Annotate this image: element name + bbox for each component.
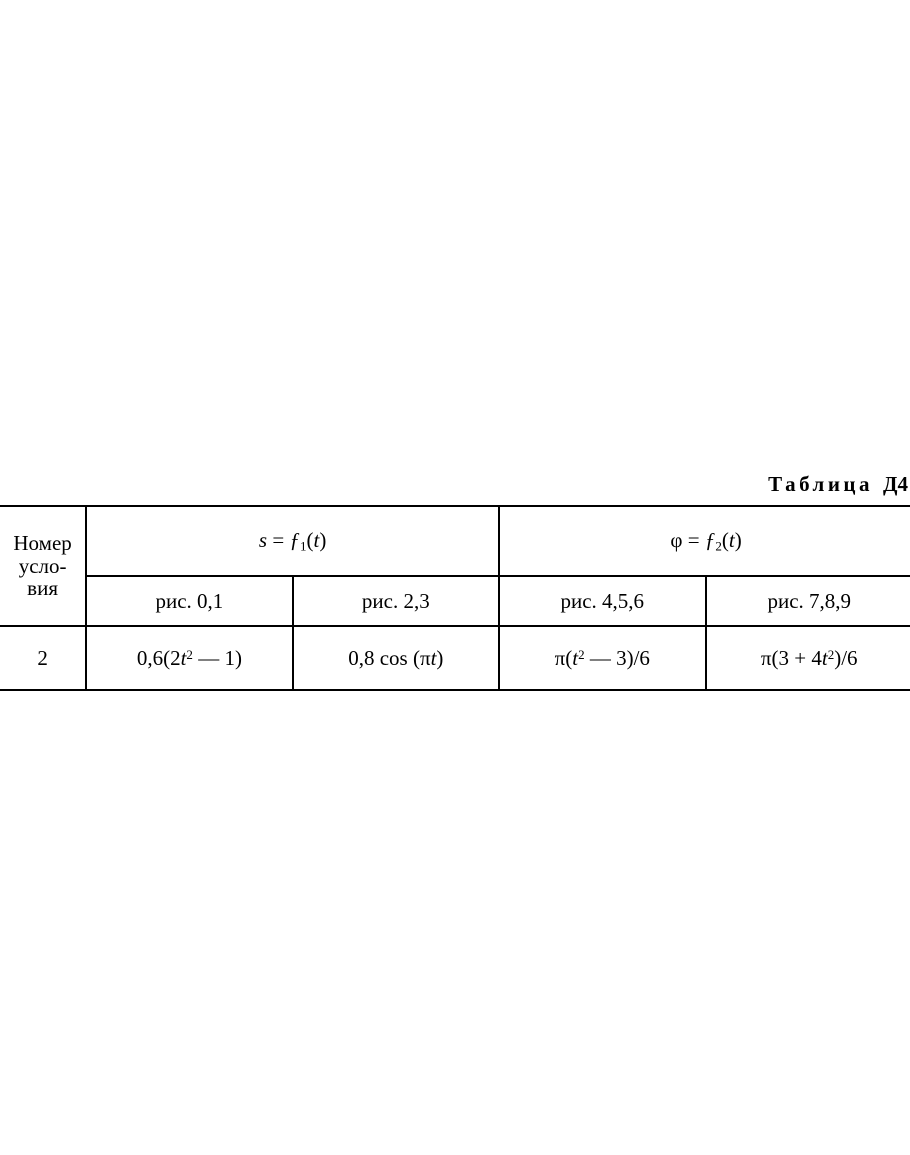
- header-cell-group-phi: [499, 506, 910, 576]
- cell-phi-fig789: $\pi(3 + 4t^2)/6$: [706, 626, 910, 690]
- header-cell-condition-number: [0, 506, 86, 626]
- cell-condition-number: 2: [0, 626, 86, 690]
- header-cell-group-s: [86, 506, 499, 576]
- cell-s-fig23: 0,8 cos (πt): [293, 626, 499, 690]
- table-caption-number: Д4: [883, 472, 908, 496]
- header-line-2: усло-: [18, 553, 67, 578]
- header-line-1: Номер: [13, 530, 72, 555]
- table-header-row-subheaders: [0, 576, 910, 626]
- subheader-cell-0: рис. 0,1: [86, 576, 292, 626]
- table-header-row-groups: [0, 506, 910, 576]
- conditions-table: [0, 505, 910, 691]
- table-row: [0, 626, 910, 690]
- group-s-formula: $s = ƒ_1(t)$: [258, 527, 327, 554]
- subheader-cell-2: рис. 4,5,6: [499, 576, 705, 626]
- table-caption: [768, 472, 908, 497]
- subheader-cell-3: рис. 7,8,9: [706, 576, 910, 626]
- table-container: [0, 505, 910, 691]
- cell-phi-fig456: $\pi(t^2$ — 3)/6: [499, 626, 705, 690]
- subheader-cell-1: рис. 2,3: [293, 576, 499, 626]
- table-caption-word: Таблица: [768, 472, 874, 496]
- header-line-3: вия: [27, 576, 58, 601]
- group-phi-formula: $\varphi = ƒ_2(t)$: [670, 527, 742, 554]
- cell-s-fig01: $0,6(2t^2$ — 1): [86, 626, 292, 690]
